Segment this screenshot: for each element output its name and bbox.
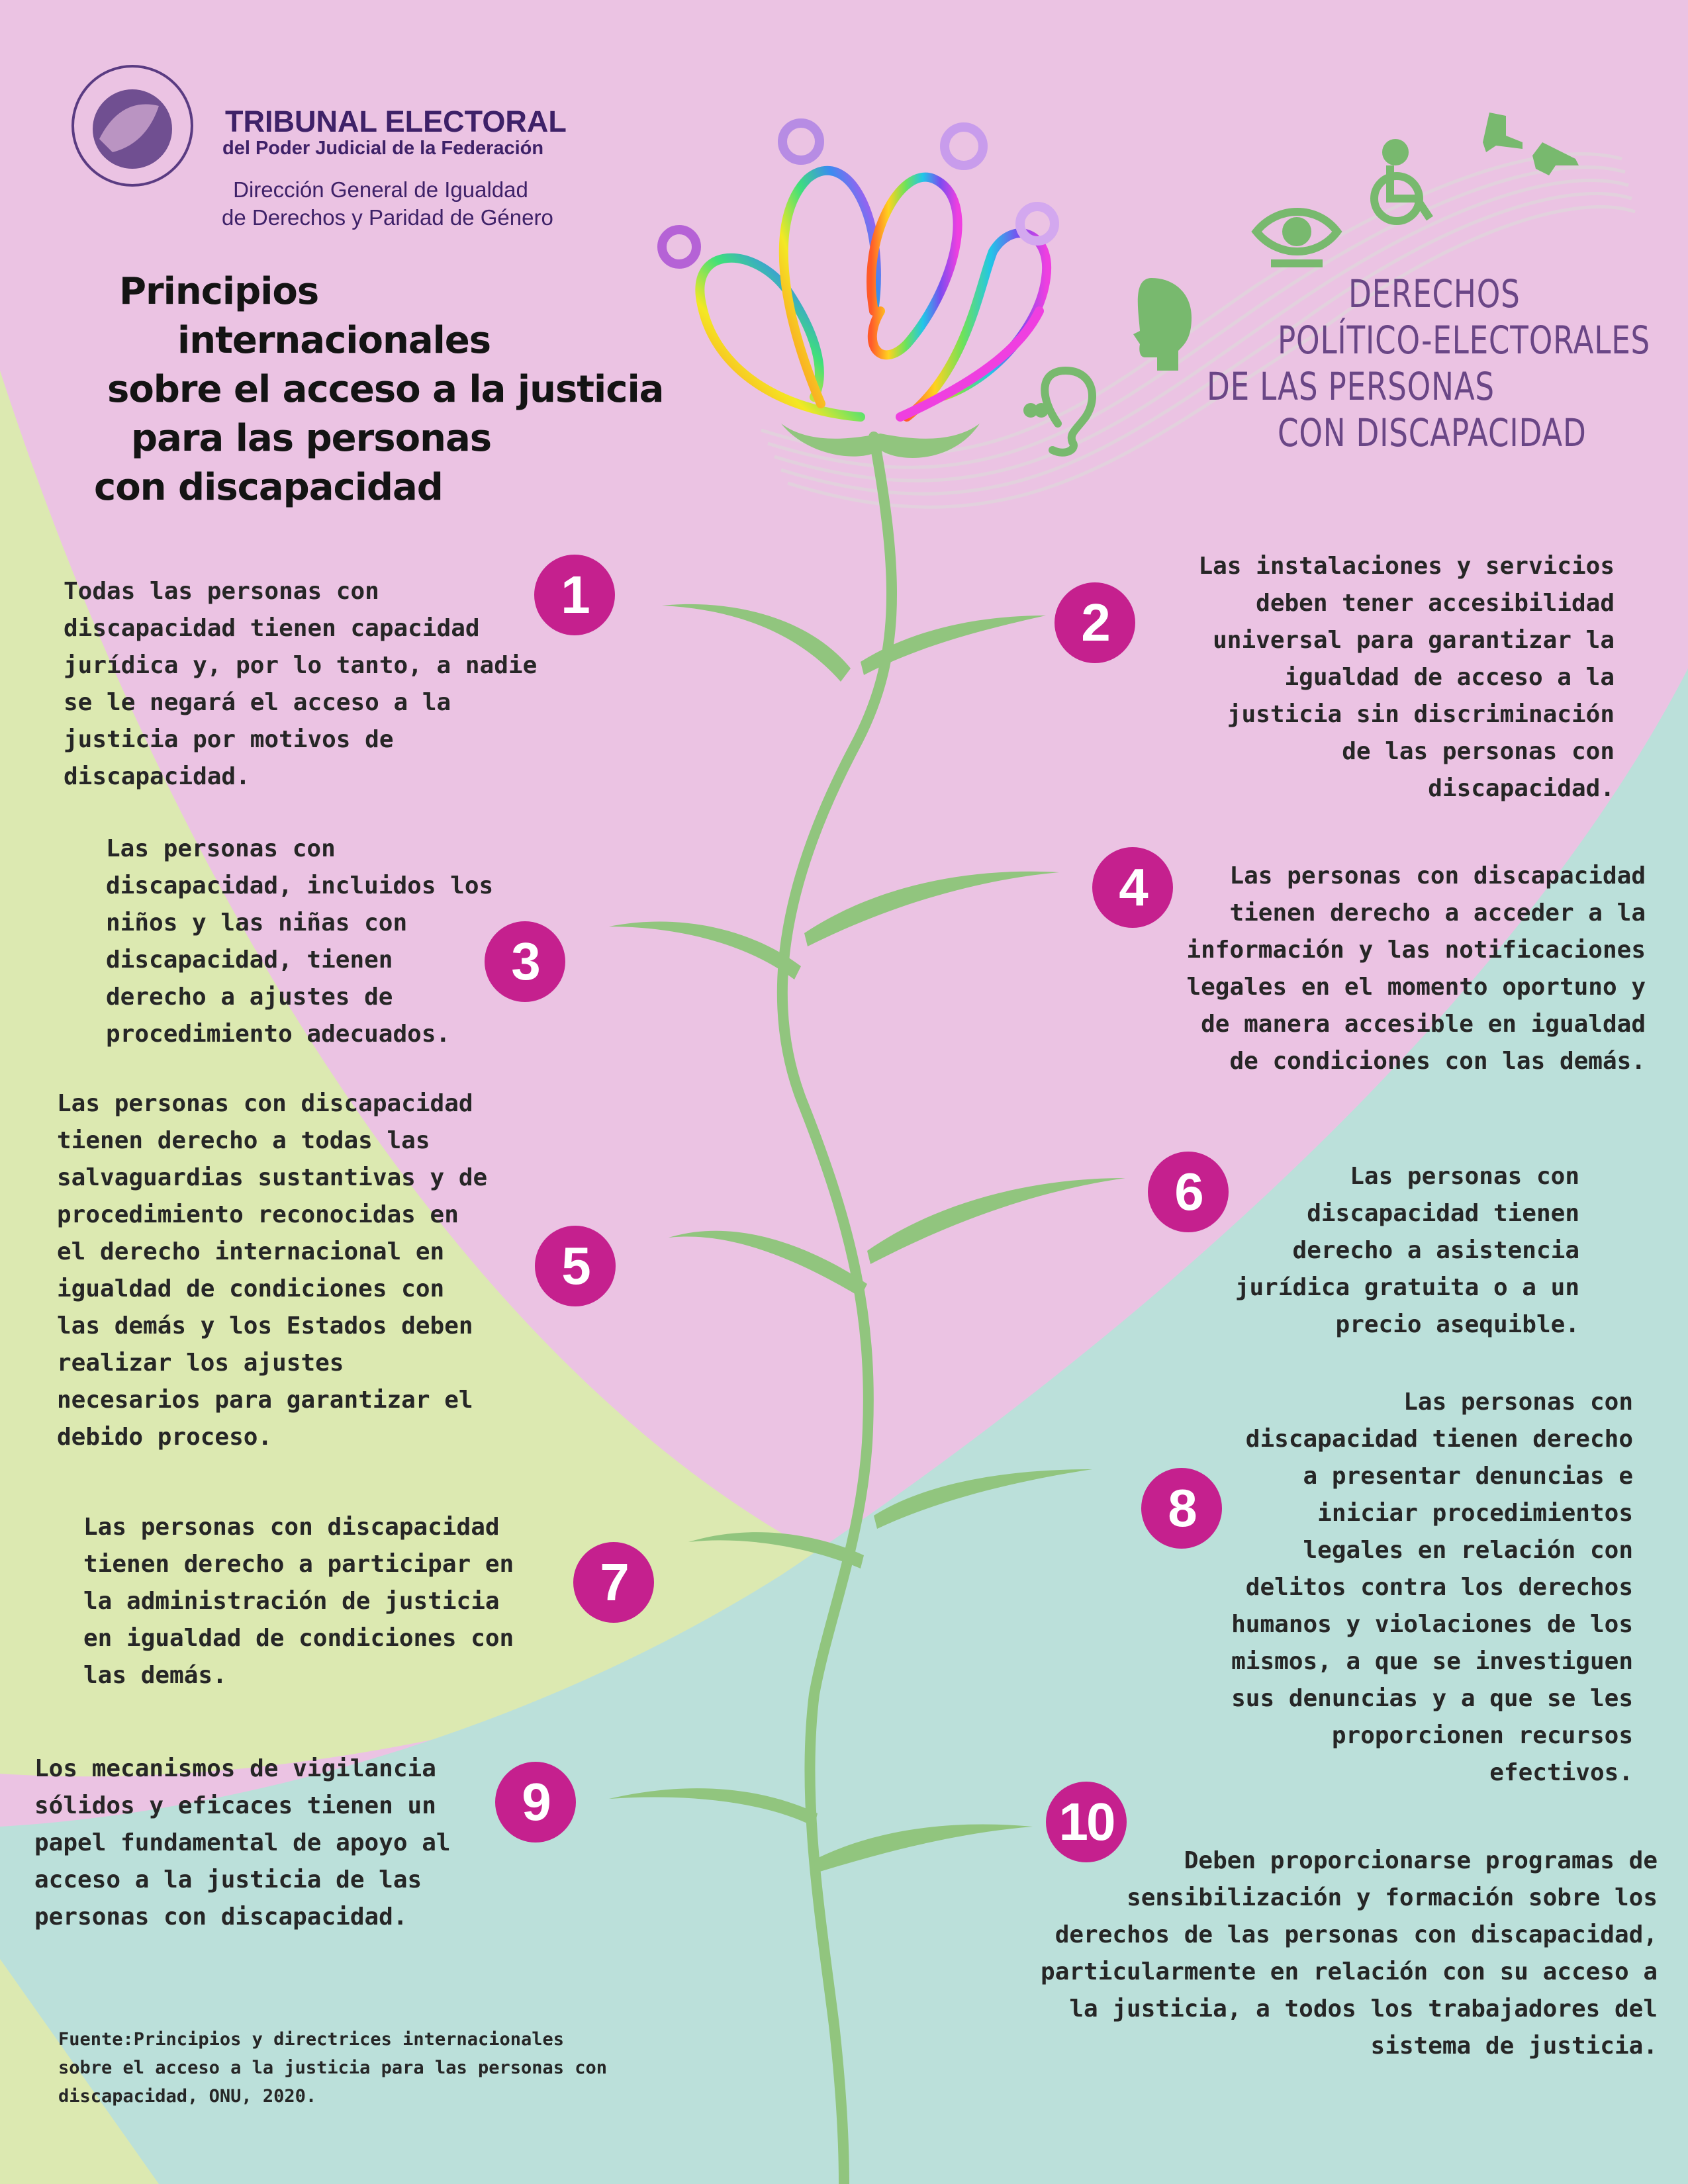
principle-number-8: 8 <box>1141 1468 1222 1549</box>
principle-text-7: Las personas con discapacidad tienen derecho a participar en la administración de justicia en igualdad de condiciones con las demás. <box>83 1514 514 1689</box>
institution-name: TRIBUNAL ELECTORAL <box>225 105 567 138</box>
principle-text-2: Las instalaciones y servicios deben tener accesibilidad universal para garantizar la igualdad de acceso a la justicia sin discriminación de las personas con discapacidad. <box>1198 553 1615 802</box>
principle-number-1: 1 <box>534 555 615 635</box>
principle-text-3: Las personas con discapacidad, incluidos los niños y las niñas con discapacidad, tienen derecho a ajustes de procedimiento adecuados. <box>106 835 494 1048</box>
rights-title-line-4: CON DISCAPACIDAD <box>1278 410 1587 455</box>
rights-title-line-2: POLÍTICO-ELECTORALES <box>1278 318 1651 363</box>
principle-text-9: Los mecanismos de vigilancia sólidos y eficaces tienen un papel fundamental de apoyo al acceso a la justicia de las personas con discapacidad. <box>34 1755 451 1931</box>
source-citation: Fuente:Principios y directrices internacionales sobre el acceso a la justicia para las personas con discapacidad, ONU, 2020. <box>58 2029 608 2107</box>
principle-number-9: 9 <box>495 1762 576 1843</box>
principle-text-10: Deben proporcionarse programas de sensibilización y formación sobre los derechos de las personas con discapacidad, particularmente en relación con su acceso a la justicia, a todos los trabajadores del sistema de justicia. <box>1041 1847 1658 2060</box>
principle-text-5: Las personas con discapacidad tienen derecho a todas las salvaguardias sustantivas y de procedimiento reconocidas en el derecho internacional en igualdad de condiciones con las demás y los Estados deben realizar los ajustes necesarios para garantizar el debido proceso. <box>57 1090 488 1451</box>
institution-subtitle: del Poder Judicial de la Federación <box>222 138 544 159</box>
principle-number-3: 3 <box>485 921 565 1002</box>
rights-title-line-3: DE LAS PERSONAS <box>1207 364 1495 409</box>
page-title-line-4: para las personas <box>131 417 492 460</box>
principle-text-1: Todas las personas con discapacidad tienen capacidad jurídica y, por lo tanto, a nadie se le negará el acceso a la justicia por motivos de discapacidad. <box>64 578 538 790</box>
direccion-line-1: Dirección General de Igualdad <box>233 177 528 202</box>
rights-title-line-1: DERECHOS <box>1348 271 1521 316</box>
principle-text-6: Las personas con discapacidad tienen derecho a asistencia jurídica gratuita o a un precio asequible. <box>1235 1163 1579 1338</box>
head-brain-icon <box>1133 278 1192 371</box>
principle-number-10: 10 <box>1046 1782 1127 1862</box>
page-title-line-2: internacionales <box>177 319 491 362</box>
principle-number-4: 4 <box>1092 847 1173 928</box>
page-title-line-1: Principios <box>119 270 319 313</box>
page-title-line-3: sobre el acceso a la justicia <box>107 368 664 411</box>
principle-text-8: Las personas con discapacidad tienen derecho a presentar denuncias e iniciar procedimientos legales en relación con delitos contra los derechos humanos y violaciones de los mismos, a que se investiguen sus denuncias y a que se les proporcionen recursos efectivos. <box>1231 1388 1633 1786</box>
principle-number-7: 7 <box>573 1542 654 1623</box>
direccion-line-2: de Derechos y Paridad de Género <box>222 205 553 230</box>
principle-number-5: 5 <box>535 1226 616 1306</box>
rainbow-flower <box>700 171 1047 417</box>
principle-number-2: 2 <box>1055 582 1135 663</box>
page-title-line-5: con discapacidad <box>94 466 443 509</box>
eye-icon <box>1256 212 1337 263</box>
wheelchair-icon <box>1374 143 1430 221</box>
principle-number-6: 6 <box>1148 1152 1229 1232</box>
principle-text-4: Las personas con discapacidad tienen derecho a acceder a la información y las notificaciones legales en el momento oportuno y de manera accesible en igualdad de condiciones con las demás. <box>1186 862 1646 1075</box>
